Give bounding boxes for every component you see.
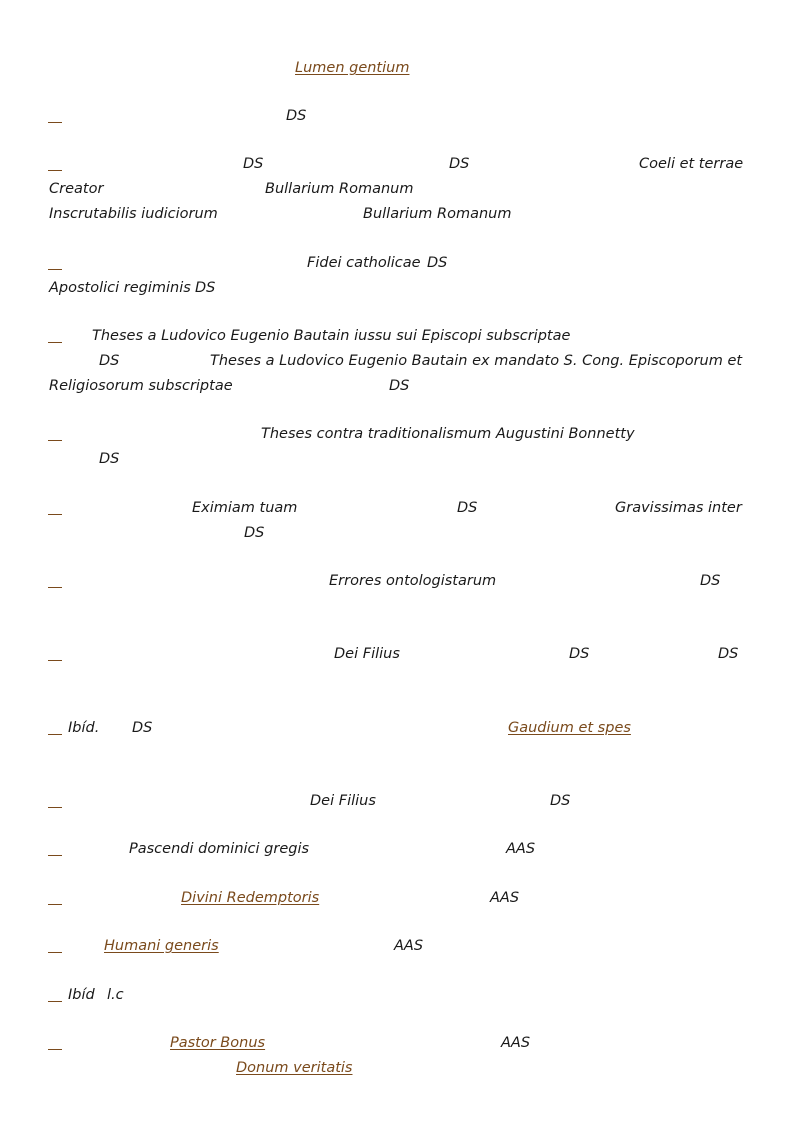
citation-aas: AAS [506, 841, 536, 857]
footnote-marker [48, 660, 62, 661]
document-title: Dei Filius [334, 646, 400, 662]
footnote-marker [48, 952, 62, 953]
footnote-marker [48, 1001, 62, 1002]
footnote-marker [48, 807, 62, 808]
citation-ds: DS [244, 525, 265, 541]
citation-ds: DS [569, 646, 590, 662]
citation-ds: DS [195, 280, 216, 296]
citation-ds: DS [243, 156, 264, 172]
link-lumen-gentium[interactable]: Lumen gentium [295, 60, 410, 76]
ibid-reference: Ibíd [68, 987, 95, 1003]
footnote-marker [48, 122, 62, 123]
document-title: Dei Filius [310, 793, 376, 809]
citation-aas: AAS [490, 890, 520, 906]
footnote-marker [48, 342, 62, 343]
document-title: Errores ontologistarum [329, 573, 497, 589]
citation-ds: DS [449, 156, 470, 172]
footnote-marker [48, 514, 62, 515]
citation-ds: DS [132, 720, 153, 736]
footnote-marker [48, 1049, 62, 1050]
document-title: Pascendi dominici gregis [129, 841, 310, 857]
document-title: Coeli et terrae [639, 156, 744, 172]
footnote-marker [48, 734, 62, 735]
document-title: Eximiam tuam [192, 500, 298, 516]
citation-ds: DS [427, 255, 448, 271]
citation-ds: DS [99, 353, 120, 369]
citation-aas: AAS [501, 1035, 531, 1051]
citation-ds: DS [286, 108, 307, 124]
footnote-marker [48, 170, 62, 171]
document-title: Creator [49, 181, 104, 197]
link-pastor-bonus[interactable]: Pastor Bonus [170, 1035, 266, 1051]
citation-ds: DS [550, 793, 571, 809]
document-title: Theses contra traditionalismum Augustini Bonnetty [261, 426, 635, 442]
citation-ds: DS [700, 573, 721, 589]
document-title: Gravissimas inter [615, 500, 742, 516]
citation-ds: DS [389, 378, 410, 394]
link-donum-veritatis[interactable]: Donum veritatis [236, 1060, 353, 1076]
citation-source: Bullarium Romanum [363, 206, 512, 222]
footnote-marker [48, 855, 62, 856]
citation-ds: DS [99, 451, 120, 467]
document-title: Inscrutabilis iudiciorum [49, 206, 218, 222]
document-title: Fidei catholicae [307, 255, 421, 271]
document-title: Theses a Ludovico Eugenio Bautain ex mandato S. Cong. Episcoporum et [210, 353, 743, 369]
citation-source: Bullarium Romanum [265, 181, 414, 197]
link-gaudium-et-spes[interactable]: Gaudium et spes [508, 720, 631, 736]
document-title: Theses a Ludovico Eugenio Bautain iussu sui Episcopi subscriptae [92, 328, 571, 344]
citation-ds: DS [718, 646, 739, 662]
document-title: Religiosorum subscriptae [49, 378, 233, 394]
document-title: Apostolici regiminis [49, 280, 191, 296]
link-divini-redemptoris[interactable]: Divini Redemptoris [181, 890, 320, 906]
footnote-marker [48, 587, 62, 588]
footnote-marker [48, 440, 62, 441]
footnote-marker [48, 269, 62, 270]
footnote-marker [48, 904, 62, 905]
citation-ds: DS [457, 500, 478, 516]
loco-citato: l.c [107, 987, 124, 1003]
link-humani-generis[interactable]: Humani generis [104, 938, 219, 954]
ibid-reference: Ibíd. [68, 720, 100, 736]
citation-aas: AAS [394, 938, 424, 954]
